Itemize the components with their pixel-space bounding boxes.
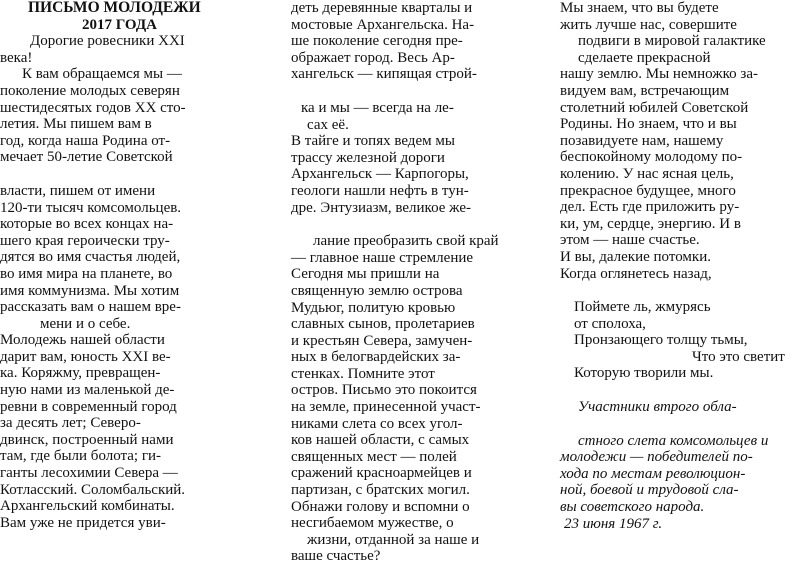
poem-line: Пронзающего толщу тьмы, xyxy=(574,332,748,349)
paragraph-line: священных мест — полей xyxy=(291,448,457,465)
paragraph-line: Архангельск — Карпогоры, xyxy=(291,166,469,183)
paragraph-line: — главное наше стремление xyxy=(291,249,474,266)
paragraph-line: ка. Коряжму, превращен- xyxy=(0,365,161,382)
paragraph-line: священную землю острова xyxy=(291,282,463,299)
paragraph-line: мостовые Архангельска. На- xyxy=(291,16,475,33)
paragraph-line: летия. Мы пишем вам в xyxy=(0,116,152,133)
paragraph-line: колению. У нас ясная цель, xyxy=(560,165,734,182)
paragraph-line: ваше счастье? xyxy=(291,548,381,565)
paragraph-line: дарит вам, юность XXI ве- xyxy=(0,348,171,365)
column-1 xyxy=(0,0,266,531)
paragraph-line: за десять лет; Северо- xyxy=(0,415,141,432)
paragraph-line: ную нами из маленькой де- xyxy=(0,382,175,399)
paragraph-line: Когда оглянетесь назад, xyxy=(560,265,712,282)
paragraph-line: жить лучше нас, совершите xyxy=(560,16,737,33)
paragraph-line: шестидесятых годов XX сто- xyxy=(0,99,186,116)
paragraph-line: шего края героически тру- xyxy=(0,232,170,249)
paragraph-line: во имя мира на планете, во xyxy=(0,265,173,282)
blank-line xyxy=(560,282,800,299)
paragraph-line: хангельск — кипящая строй- xyxy=(291,66,477,83)
paragraph-line: прекрасное будущее, много xyxy=(560,182,736,199)
paragraph-line: дятся во имя счастья людей, xyxy=(0,249,181,266)
paragraph-line: Мы знаем, что вы будете xyxy=(560,0,719,16)
paragraph-line: там, где были болота; ги- xyxy=(0,448,162,465)
paragraph-line: подвиги в мировой галактике xyxy=(578,33,766,50)
signature-line: стного слета комсомольцев и xyxy=(578,432,769,449)
paragraph-line: 120-ти тысяч комсомольцев. xyxy=(0,199,182,216)
signature-line: молодежи — победителей по- xyxy=(560,449,753,466)
paragraph-line: Обнажи голову и вспомни о xyxy=(291,498,470,515)
signature-date: 23 июня 1967 г. xyxy=(564,515,663,532)
paragraph-line: видуем вам, встречающим xyxy=(560,82,730,99)
signature-line: ной, боевой и трудовой сла- xyxy=(560,482,739,499)
poem-line: Которую творили мы. xyxy=(574,365,714,382)
paragraph-line: рассказать вам о нашем вре- xyxy=(0,299,181,316)
signature-line: вы советского народа. xyxy=(560,499,705,516)
paragraph-line: сах её. xyxy=(307,116,349,133)
blank-line xyxy=(560,416,800,433)
paragraph-line: ображает город. Весь Ар- xyxy=(291,49,455,66)
paragraph-line: лание преобразить свой край xyxy=(313,233,499,250)
paragraph-line: К вам обращаемся мы — xyxy=(22,66,182,83)
paragraph-line: и крестьян Севера, замучен- xyxy=(291,332,473,349)
column-3 xyxy=(560,0,800,532)
paragraph-line: которые во всех концах на- xyxy=(0,216,174,233)
poem-line: Поймете ль, жмурясь xyxy=(574,299,711,316)
paragraph-line: ных в белогвардейских за- xyxy=(291,349,461,366)
paragraph-line: мечает 50-летие Советской xyxy=(0,149,173,166)
signature-line: хода по местам революцион- xyxy=(560,465,746,482)
paragraph-line: деть деревянные кварталы и xyxy=(291,0,473,16)
paragraph-line: ревни в современный город xyxy=(0,398,177,415)
paragraph-line: И вы, далекие потомки. xyxy=(560,248,711,265)
signature-line: Участники втрого обла- xyxy=(578,399,737,416)
paragraph-line: партизан, с братских могил. xyxy=(291,482,470,499)
paragraph-line: никами слета со всех угол- xyxy=(291,415,463,432)
paragraph-line: Архангельский комбинаты. xyxy=(0,498,175,515)
paragraph-line: ка и мы — всегда на ле- xyxy=(301,99,454,116)
paragraph-line: беспокойному молодому по- xyxy=(560,149,743,166)
blank-line xyxy=(291,83,539,100)
paragraph-line: остров. Письмо это покоится xyxy=(291,382,477,399)
paragraph-line: Молодежь нашей области xyxy=(0,332,165,349)
letter-subtitle: 2017 ГОДА xyxy=(82,16,157,33)
paragraph-line: сделаете прекрасной xyxy=(578,49,711,66)
paragraph-line: геологи нашли нефть в тун- xyxy=(291,182,469,199)
paragraph-line: двинск, построенный нами xyxy=(0,431,174,448)
paragraph-line: трассу железной дороги xyxy=(291,149,445,166)
paragraph-line: год, когда наша Родина от- xyxy=(0,132,171,149)
paragraph-line: ганты лесохимии Севера — xyxy=(0,465,178,482)
blank-line xyxy=(0,166,266,183)
paragraph-line: позавидуете нам, нашему xyxy=(560,132,724,149)
paragraph-line: Сегодня мы пришли на xyxy=(291,266,440,283)
paragraph-line: этом — наше счастье. xyxy=(560,232,700,249)
paragraph-line: ков нашей области, с самых xyxy=(291,432,470,449)
letter-title: ПИСЬМО МОЛОДЕЖИ xyxy=(28,0,201,16)
paragraph-line: стенках. Помните этот xyxy=(291,365,435,382)
paragraph-line: ше поколение сегодня пре- xyxy=(291,33,463,50)
poem-line: Что это светит xyxy=(692,348,785,365)
poem-line: от сполоха, xyxy=(574,315,646,332)
paragraph-line: мени и о себе. xyxy=(40,315,131,332)
paragraph-line: власти, пишем от имени xyxy=(0,182,156,199)
paragraph-line: на земле, принесенной участ- xyxy=(291,399,481,416)
paragraph-line: ки, ум, сердце, энергию. И в xyxy=(560,215,741,232)
paragraph-line: имя коммунизма. Мы хотим xyxy=(0,282,180,299)
paragraph-line: Родины. Но знаем, что и вы xyxy=(560,116,737,133)
paragraph-line: жизни, отданной за наше и xyxy=(307,531,480,548)
blank-line xyxy=(560,382,800,399)
paragraph-line: нашу землю. Мы немножко за- xyxy=(560,66,758,83)
paragraph-line: поколение молодых северян xyxy=(0,82,180,99)
paragraph-line: В тайге и топях ведем мы xyxy=(291,133,455,150)
paragraph-line: сражений красноармейцев и xyxy=(291,465,472,482)
paragraph-line: дре. Энтузиазм, великое же- xyxy=(291,199,471,216)
paragraph-line: Дорогие ровесники XXI xyxy=(30,33,185,50)
paragraph-line: Котласский. Соломбальский. xyxy=(0,481,186,498)
blank-line xyxy=(291,216,539,233)
paragraph-line: несгибаемом мужестве, о xyxy=(291,515,454,532)
paragraph-line: века! xyxy=(0,49,33,66)
column-2 xyxy=(291,0,539,565)
paragraph-line: дел. Есть где приложить ру- xyxy=(560,199,740,216)
paragraph-line: столетний юбилей Советской xyxy=(560,99,749,116)
paragraph-line: славных сынов, пролетариев xyxy=(291,316,475,333)
paragraph-line: Вам уже не придется уви- xyxy=(0,514,166,531)
paragraph-line: Мудьюг, политую кровью xyxy=(291,299,456,316)
